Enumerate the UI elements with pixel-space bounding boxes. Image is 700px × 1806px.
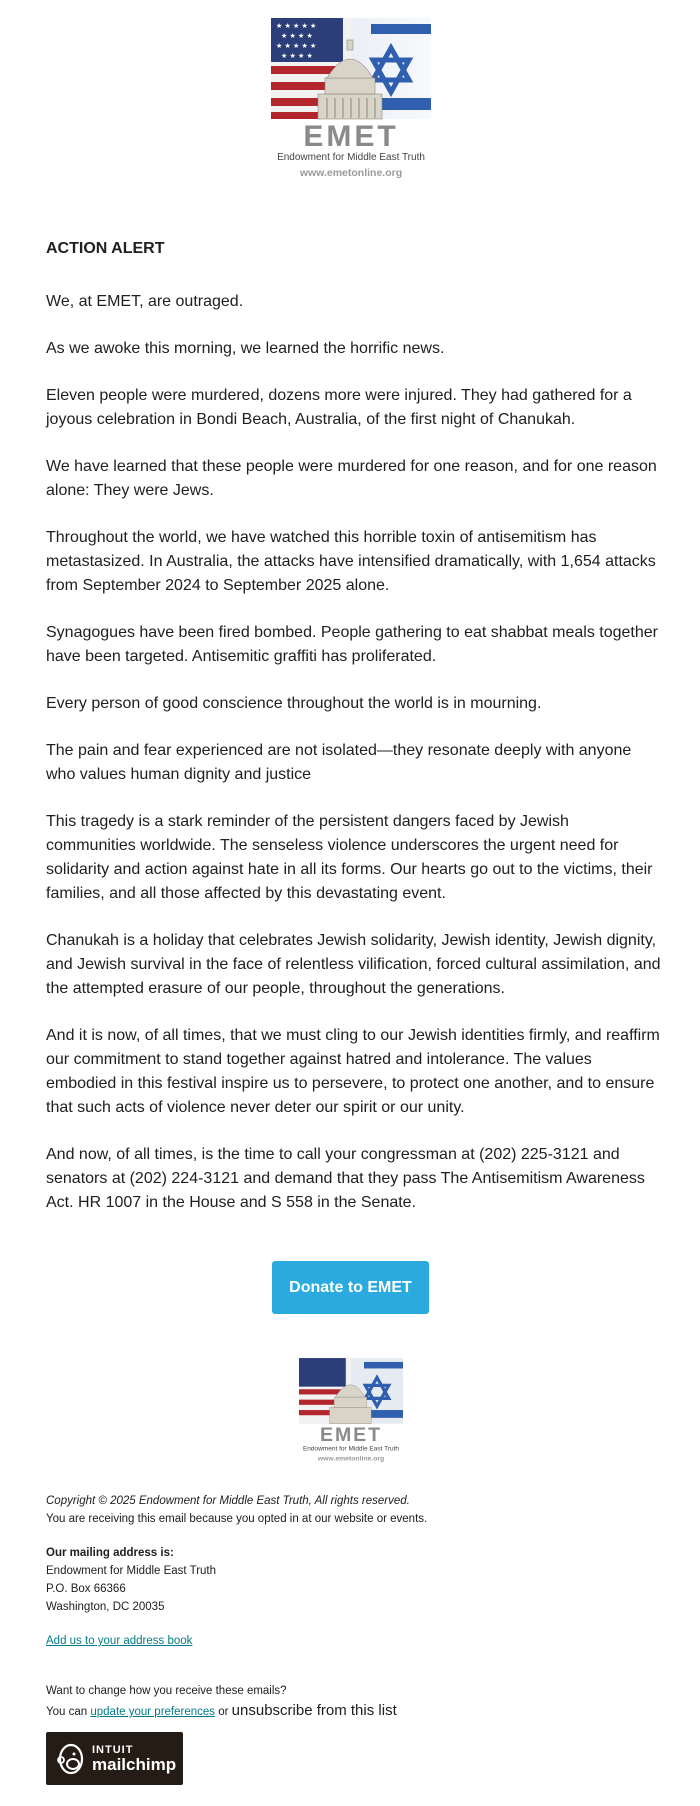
intuit-wordmark: INTUIT (92, 1743, 134, 1756)
add-to-address-book-link[interactable]: Add us to your address book (46, 1635, 193, 1647)
opt-in-reason: You are receiving this email because you opted in at our website or events. (46, 1513, 428, 1525)
paragraph: We have learned that these people were murdered for one reason, and for one reason alone: They were Jews. (46, 458, 657, 499)
paragraph: As we awoke this morning, we learned the horrific news. (46, 340, 445, 357)
svg-text:★ ★ ★ ★ ★: ★ ★ ★ ★ ★ (276, 42, 317, 50)
change-prompt: Want to change how you receive these emails? (46, 1685, 287, 1697)
paragraph: And now, of all times, is the time to call your congressman at (202) 225-3121 and senators at (202) 224-3121 and demand that they pass The Antisemitism Awareness Act. HR 1007 in the House and S 558 in the Senate. (46, 1146, 645, 1211)
paragraph: Eleven people were murdered, dozens more were injured. They had gathered for a joyous celebration in Bondi Beach, Australia, of the first night of Chanukah. (46, 387, 632, 428)
paragraph: This tragedy is a stark reminder of the persistent dangers faced by Jewish communities worldwide. The senseless violence underscores the urgent need for solidarity and action against hate in all its forms. Our hearts go out to the victims, their families, and all those affected by this devastating event. (46, 813, 653, 902)
svg-text:Endowment for Middle East Trut: Endowment for Middle East Truth (277, 152, 425, 163)
mailchimp-wordmark: mailchimp (92, 1754, 177, 1774)
mailchimp-freddie-icon (56, 1742, 86, 1776)
unsubscribe-link[interactable]: unsubscribe from this list (231, 1702, 397, 1719)
or-text: or (218, 1706, 229, 1718)
paragraph: And it is now, of all times, that we must cling to our Jewish identities firmly, and reaffirm our commitment to stand together against hatred and intolerance. The values embodied in this festival inspire us to persevere, to protect one another, and to ensure that such acts of violence never deter our spirit or our unity. (46, 1027, 660, 1116)
svg-text:www.emetonline.org: www.emetonline.org (317, 1455, 385, 1463)
donate-button[interactable]: Donate to EMET (272, 1261, 429, 1314)
article-body (46, 237, 662, 1238)
svg-text:★ ★ ★ ★ ★: ★ ★ ★ ★ ★ (276, 22, 317, 30)
address-line: P.O. Box 66366 (46, 1583, 126, 1595)
copyright-text: Copyright © 2025 Endowment for Middle East Truth, All rights reserved. (46, 1495, 410, 1507)
paragraph: We, at EMET, are outraged. (46, 293, 244, 310)
address-line: Endowment for Middle East Truth (46, 1565, 217, 1577)
email-footer (46, 1492, 646, 1721)
paragraph: The pain and fear experienced are not isolated—they resonate deeply with anyone who values human dignity and justice (46, 742, 632, 783)
you-can-text: You can (46, 1706, 88, 1718)
paragraph: Synagogues have been fired bombed. People gathering to eat shabbat meals together have been targeted. Antisemitic graffiti has proliferated. (46, 624, 658, 665)
paragraph: Chanukah is a holiday that celebrates Jewish solidarity, Jewish identity, Jewish dignity, and Jewish survival in the face of relentless vilification, forced cultural assimilation, and the attempted erasure of our people, throughout the generations. (46, 932, 661, 997)
update-preferences-link[interactable]: update your preferences (90, 1706, 216, 1718)
paragraph: Every person of good conscience throughout the world is in mourning. (46, 695, 542, 712)
emet-logo (271, 18, 431, 184)
mailchimp-badge[interactable] (46, 1732, 183, 1785)
mailing-address-label: Our mailing address is: (46, 1547, 174, 1559)
address-line: Washington, DC 20035 (46, 1601, 165, 1613)
emet-footer-logo (299, 1358, 403, 1466)
svg-text:★ ★ ★ ★: ★ ★ ★ ★ (281, 52, 313, 60)
svg-text:www.emetonline.org: www.emetonline.org (299, 167, 403, 179)
paragraph: Throughout the world, we have watched this horrible toxin of antisemitism has metastasized. In Australia, the attacks have intensified dramatically, with 1,654 attacks from September 2024 to September 2025 alone. (46, 529, 656, 594)
svg-text:EMET: EMET (320, 1424, 382, 1447)
action-alert-heading: ACTION ALERT (46, 240, 165, 257)
svg-text:Endowment for Middle East Trut: Endowment for Middle East Truth (302, 1445, 400, 1453)
svg-text:★ ★ ★ ★: ★ ★ ★ ★ (281, 32, 313, 40)
svg-text:EMET: EMET (303, 120, 399, 153)
